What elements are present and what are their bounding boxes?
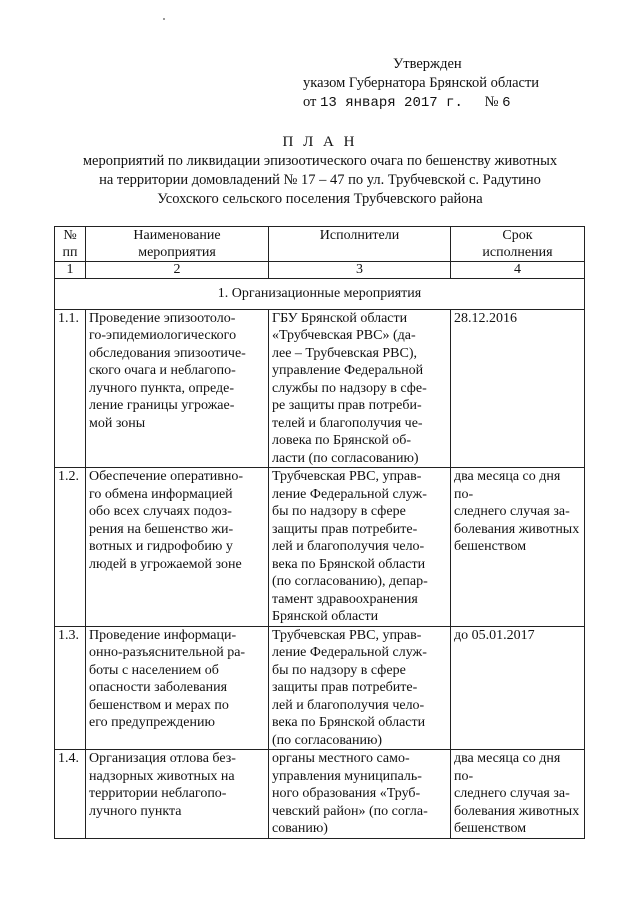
row-deadline: 28.12.2016	[451, 309, 585, 468]
section-1-heading: 1. Организационные мероприятия	[55, 279, 585, 310]
row-executors: Трубчевская РВС, управ- ление Федеральной служ- бы по надзору в сфере защиты прав потребите- лей и благополучия чело- века по Брянской области (по согласованию)	[269, 626, 451, 750]
header-executors: Исполнители	[269, 227, 451, 262]
row-executors: Трубчевская РВС, управ- ление Федеральной служ- бы по надзору в сфере защиты прав потребите- лей и благополучия чело- века по Брянской области (по согласованию), депар- тамент здравоохранения Брянской области	[269, 468, 451, 627]
row-name: Проведение эпизоотоло- го-эпидемиологического обследования эпизоотиче- ского очага и неблагопо- лучного пункта, опреде- ление границы угрожае- мой зоны	[86, 309, 269, 468]
colnum-1: 1	[55, 262, 86, 279]
row-deadline: два месяца со дня по- следнего случая за- болевания животных бешенством	[451, 468, 585, 627]
row-deadline: до 05.01.2017	[451, 626, 585, 750]
row-deadline: два месяца со дня по- следнего случая за- болевания животных бешенством	[451, 750, 585, 839]
row-executors: органы местного само- управления муниципаль- ного образования «Труб- чевский район» (по согла- сованию)	[269, 750, 451, 839]
approval-line-3	[303, 93, 539, 113]
header-name: Наименование мероприятия	[86, 227, 269, 262]
table-row	[55, 468, 585, 627]
approval-from: от	[303, 94, 317, 110]
row-num: 1.3.	[55, 626, 86, 750]
colnum-2: 2	[86, 262, 269, 279]
approval-line-2: указом Губернатора Брянской области	[303, 75, 540, 91]
row-name: Обеспечение оперативно- го обмена информацией обо всех случаях подоз- рения на бешенство жи- вотных и гидрофобию у людей в угрожаемой зоне	[86, 468, 269, 627]
row-num: 1.1.	[55, 309, 86, 468]
approval-number: 6	[502, 95, 511, 111]
approval-number-sign: №	[484, 94, 499, 110]
scan-dot	[163, 18, 165, 20]
colnum-4: 4	[451, 262, 585, 279]
row-executors: ГБУ Брянской области «Трубчевская РВС» (да- лее – Трубчевская РВС), управление Федеральной службы по надзору в сфе- ре защиты прав потреби- телей и благополучия че- ловека по Брянской об- ласти (по согласованию)	[269, 309, 451, 468]
approval-line-1: Утвержден	[393, 56, 462, 72]
header-deadline: Срок исполнения	[451, 227, 585, 262]
table-row	[55, 750, 585, 839]
column-number-row	[55, 262, 585, 279]
row-name: Проведение информаци- онно-разъяснительной ра- боты с населением об опасности заболевания бешенством и мерах по его предупреждению	[86, 626, 269, 750]
row-name: Организация отлова без- надзорных животных на территории неблагопо- лучного пункта	[86, 750, 269, 839]
row-num: 1.4.	[55, 750, 86, 839]
header-num: № пп	[55, 227, 86, 262]
colnum-3: 3	[269, 262, 451, 279]
section-heading-row	[55, 279, 585, 310]
table-row	[55, 626, 585, 750]
approval-date: 13 января 2017 г.	[320, 95, 463, 111]
table-row	[55, 309, 585, 468]
table-header-row	[55, 227, 585, 262]
plan-table	[54, 226, 585, 839]
row-num: 1.2.	[55, 468, 86, 627]
plan-subtitle: мероприятий по ликвидации эпизоотического очага по бешенству животных на территории домовладений № 17 – 47 по ул. Трубчевской с. Радутино Усохского сельского поселения Трубчевского района	[82, 153, 558, 207]
plan-title: П Л А Н	[282, 134, 358, 150]
approval-stamp	[303, 55, 539, 113]
